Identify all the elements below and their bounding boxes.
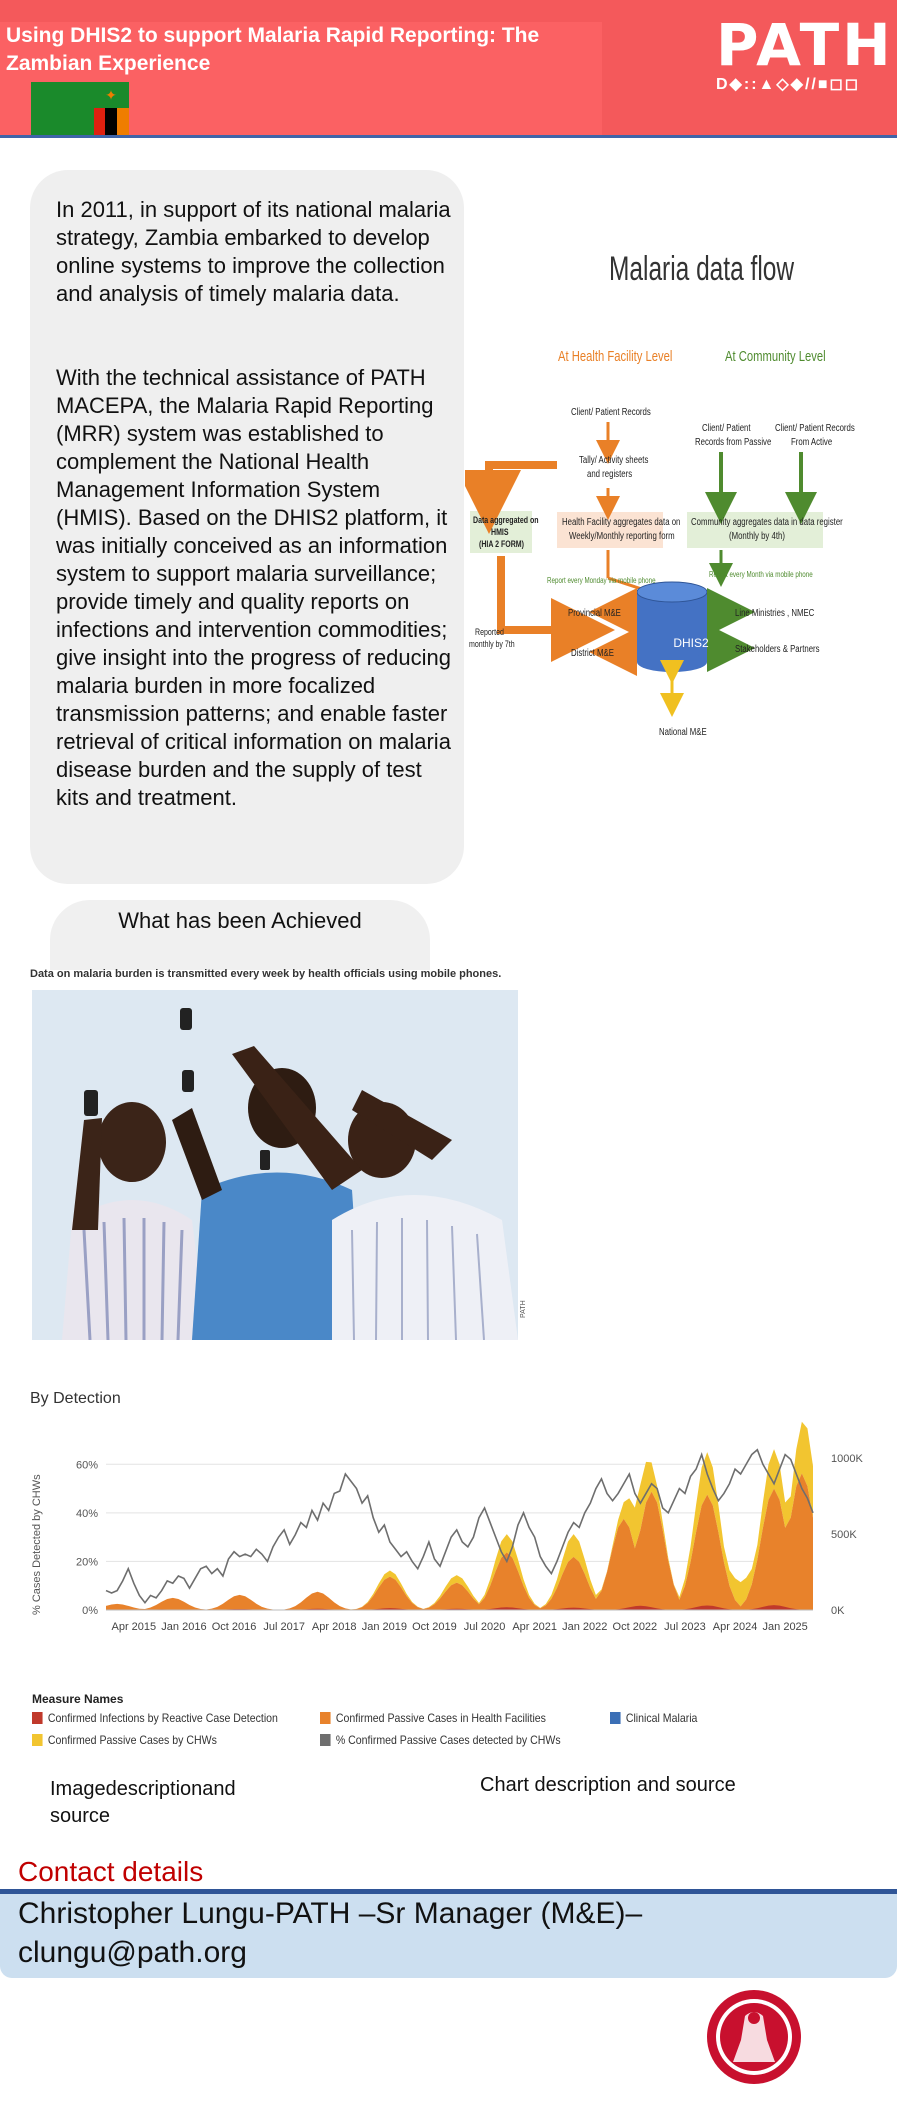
x-tick-label: Oct 2019	[412, 1621, 457, 1633]
legend-swatch-chw	[32, 1734, 43, 1746]
stakeholders-label: Stakeholders & Partners	[735, 644, 820, 655]
contact-line[interactable]: Christopher Lungu-PATH –Sr Manager (M&E)– clungu@path.org	[18, 1897, 643, 1969]
district-label: District M&E	[571, 648, 614, 659]
chart-title: By Detection	[30, 1390, 121, 1407]
flag-stripe-black	[105, 108, 117, 136]
image-description: Imagedescriptionand source	[50, 1778, 236, 1827]
x-tick-label: Oct 2022	[612, 1621, 658, 1633]
intro-paragraph-1: In 2011, in support of its national malaria strategy, Zambia embarked to develop online systems to improve the collection and analysis of timely malaria data.	[56, 197, 451, 306]
logo-glyphs: D◆::▲◇◆//■◻◻	[716, 76, 861, 93]
hf-aggregates-label-1: Health Facility aggregates data on	[562, 517, 681, 528]
flag-stripe-red	[94, 108, 105, 136]
x-tick-label: Jan 2025	[762, 1621, 808, 1633]
x-tick-label: Apr 2018	[311, 1621, 357, 1633]
legend-item-chw	[32, 1733, 217, 1747]
community-aggregates-label-2: (Monthly by 4th)	[729, 531, 785, 542]
reported-label-1: Reported	[475, 627, 504, 637]
photo-credit: PATH	[520, 1300, 527, 1318]
intro-paragraph-2: With the technical assistance of PATH MACEPA, the Malaria Rapid Reporting (MRR) system was established to complement the National Health Management Information System (HMIS). Based on the DHIS2 platform, it was initially conceived as an information system to support malaria surveillance; provide timely and quality reports on infections and intervention commodities; give insight into the progress of reducing malaria burden in more focalized transmission patterns; and enable faster retrieval of critical information on malaria disease burden and the supply of test kits and treatment.	[56, 365, 452, 810]
x-tick-label: Apr 2015	[111, 1621, 157, 1633]
hmis-label-2: HMIS	[491, 527, 509, 537]
legend-item-clinical	[610, 1711, 697, 1725]
y-tick-label: 40%	[75, 1507, 98, 1520]
report-month-note: Report every Month via mobile phone	[709, 570, 813, 579]
report-monday-note: Report every Monday via mobile phone	[547, 576, 656, 585]
active-label-1: Client/ Patient Records	[775, 423, 855, 434]
x-tick-label: Jan 2022	[562, 1621, 608, 1633]
detection-chart	[18, 1420, 888, 1650]
achieved-heading-box	[50, 900, 430, 970]
y-tick-label: 0%	[82, 1605, 98, 1617]
x-tick-label: Jan 2019	[361, 1621, 407, 1633]
hf-aggregates-label-2: Weekly/Monthly reporting form	[569, 531, 675, 542]
legend-item-pct	[320, 1733, 561, 1747]
y-axis-label: % Cases Detected by CHWs	[31, 1474, 43, 1615]
y-tick-label: 60%	[75, 1459, 98, 1472]
y2-tick-label: 1000K	[831, 1453, 863, 1466]
y2-tick-label: 0K	[831, 1605, 845, 1617]
contact-box	[0, 1894, 897, 1978]
dhis2-database-icon	[637, 582, 707, 672]
community-aggregates-label-1: Community aggregates data in data register	[691, 517, 843, 528]
passive-label-2: Records from Passive	[695, 437, 772, 448]
path-logo	[716, 11, 894, 96]
x-tick-label: Jul 2017	[263, 1621, 305, 1633]
x-tick-label: Oct 2016	[211, 1621, 257, 1633]
x-tick-label: Apr 2021	[512, 1621, 557, 1633]
arrow-hf-to-hmis	[489, 465, 557, 502]
university-seal-icon	[705, 1988, 803, 2086]
hf-level-label: At Health Facility Level	[558, 348, 673, 365]
legend-label-chw: Confirmed Passive Cases by CHWs	[47, 1733, 217, 1747]
logo-text: PATH	[716, 11, 894, 79]
y-tick-label: 20%	[75, 1556, 98, 1569]
legend-swatch-passive-hf	[320, 1712, 331, 1724]
legend-title: Measure Names	[32, 1692, 124, 1706]
health-officials-photo	[32, 990, 518, 1340]
intro-panel	[30, 170, 464, 884]
page-title: Using DHIS2 to support Malaria Rapid Reporting: The Zambian Experience	[6, 24, 540, 75]
legend-label-clinical: Clinical Malaria	[625, 1711, 698, 1725]
photo-caption: Data on malaria burden is transmitted every week by health officials using mobile phones.	[30, 968, 502, 980]
achieved-heading: What has been Achieved	[118, 908, 362, 933]
legend-item-reactive	[32, 1711, 278, 1725]
legend-swatch-reactive	[32, 1712, 43, 1724]
x-tick-label: Apr 2024	[712, 1621, 758, 1633]
photo-illustration	[32, 990, 518, 1340]
legend-label-passive-hf: Confirmed Passive Cases in Health Facilities	[335, 1711, 546, 1725]
legend-item-passive-hf	[320, 1711, 546, 1725]
flag-stripe-orange	[117, 108, 129, 136]
legend-label-reactive: Confirmed Infections by Reactive Case Detection	[47, 1711, 278, 1725]
legend-swatch-pct	[320, 1734, 331, 1746]
tally-label-2: and registers	[587, 469, 633, 480]
flow-arrows	[465, 240, 897, 760]
hmis-label-3: (HIA 2 FORM)	[479, 539, 524, 549]
hmis-label-1: Data aggregated on	[473, 515, 539, 525]
legend-swatch-clinical	[610, 1712, 621, 1724]
malaria-data-flow-diagram	[465, 240, 897, 760]
zambia-flag-icon	[31, 82, 129, 136]
community-level-label: At Community Level	[725, 348, 826, 365]
eagle-icon: ✦	[105, 87, 117, 103]
contact-heading: Contact details	[18, 1856, 204, 1887]
x-tick-label: Jul 2020	[463, 1621, 506, 1633]
legend-label-pct: % Confirmed Passive Cases detected by CHWs	[335, 1733, 561, 1747]
line-ministries-label: Line Ministries , NMEC	[735, 608, 815, 619]
header-divider	[0, 135, 897, 138]
passive-label-1: Client/ Patient	[702, 423, 751, 434]
y2-tick-label: 500K	[831, 1529, 857, 1542]
provincial-label: Provincial M&E	[568, 608, 621, 619]
chart-description: Chart description and source	[480, 1774, 736, 1796]
dhis2-label: DHIS2	[673, 636, 709, 650]
x-tick-label: Jul 2023	[664, 1621, 706, 1633]
tally-label-1: Tally/ Activity sheets	[579, 455, 649, 466]
flow-title: Malaria data flow	[609, 250, 795, 288]
national-label: National M&E	[659, 727, 707, 738]
reported-label-2: monthly by 7th	[469, 639, 515, 649]
client-records-label: Client/ Patient Records	[571, 407, 651, 418]
x-tick-label: Jan 2016	[161, 1621, 207, 1633]
header-banner	[0, 0, 897, 136]
active-label-2: From Active	[791, 437, 833, 448]
